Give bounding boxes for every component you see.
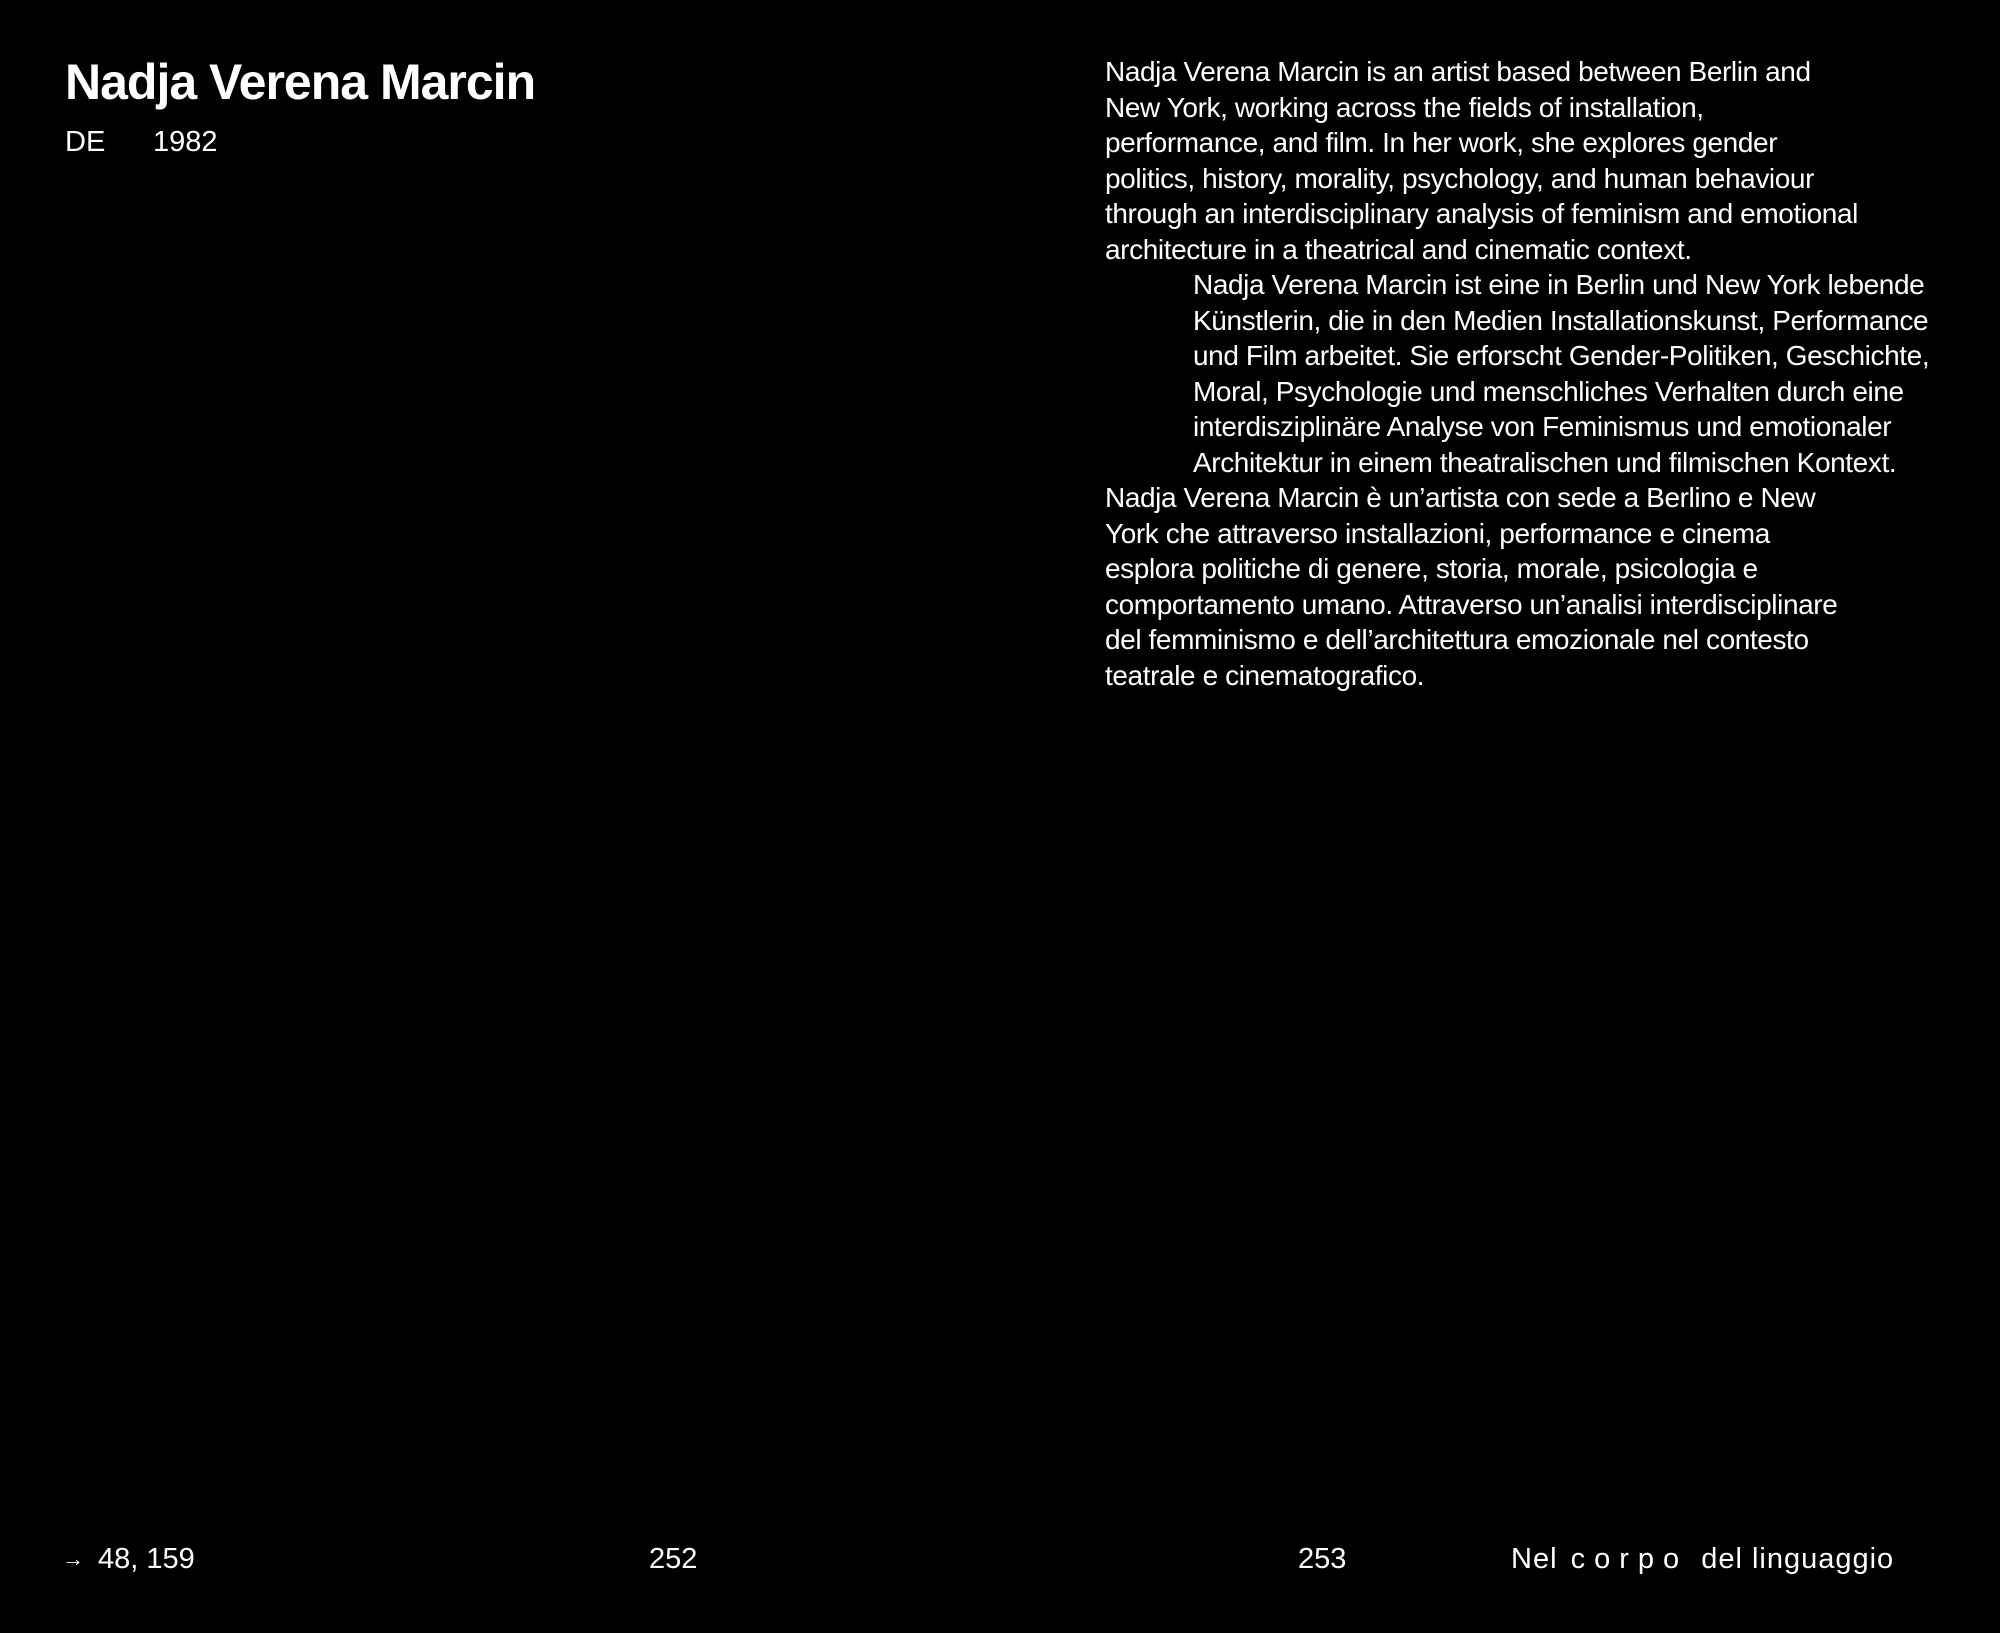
cross-reference-pages: 48, 159 xyxy=(98,1543,195,1575)
biography-italian: Nadja Verena Marcin è un’artista con sede a Berlino e New York che attraverso installazioni, performance e cinema esplora politiche di genere, storia, morale, psicologia e comportamento umano. Attraverso un’analisi interdisciplinare del femminismo e dell’architettura emozionale nel contesto teatrale e cinematografico. xyxy=(1105,482,1838,691)
artist-biography xyxy=(1105,54,1965,693)
artist-meta xyxy=(65,124,218,160)
artist-birth-year: 1982 xyxy=(153,126,218,158)
biography-english: Nadja Verena Marcin is an artist based between Berlin and New York, working across the fields of installation, performance, and film. In her work, she explores gender politics, history, morality, psychology, and human behaviour through an interdisciplinary analysis of feminism and emotional architecture in a theatrical and cinematic context. xyxy=(1105,56,1858,265)
artist-country: DE xyxy=(65,126,106,158)
book-title-part-linguaggio: del linguaggio xyxy=(1701,1543,1895,1575)
book-title-part-nel: Nel xyxy=(1511,1543,1558,1575)
book-title xyxy=(1511,1541,1894,1577)
biography-german: Nadja Verena Marcin ist eine in Berlin und New York lebende Künstlerin, die in den Medien Installationskunst, Performance und Film arbeitet. Sie erforscht Gender-Politiken, Geschichte, Moral, Psychologie und menschliches Verhalten durch eine interdisziplinäre Analyse von Feminismus und emotionaler Architektur in einem theatralischen und filmischen Kontext. xyxy=(1193,269,1930,478)
page-number-left: 252 xyxy=(649,1543,698,1575)
book-title-part-corpo: corpo xyxy=(1570,1543,1689,1575)
cross-reference[interactable] xyxy=(62,1541,195,1577)
right-page xyxy=(1000,0,2000,1633)
page-number-right: 253 xyxy=(1298,1543,1347,1575)
artist-name: Nadja Verena Marcin xyxy=(65,54,536,110)
arrow-right-icon: → xyxy=(62,1546,84,1571)
